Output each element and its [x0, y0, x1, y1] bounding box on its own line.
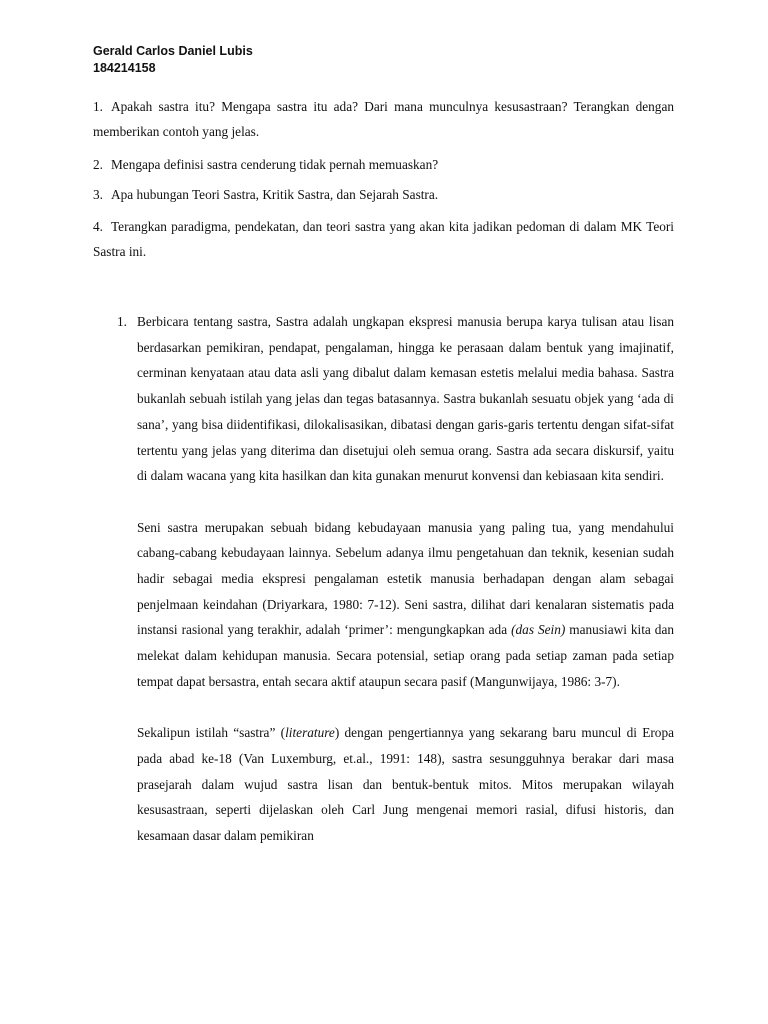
paragraph-text: ) dengan pengertiannya yang sekarang baru muncul di Eropa pada abad ke-18 (Van Luxemburg, et.al., 1991: 148), sastra sesungguhnya berakar dari masa prasejarah dalam wujud sastra lisan dan bentuk-bentuk mitos. Mitos merupakan wilayah kesusastraan, seperti dijelaskan oleh Carl Jung mengenai memori rasial, difusi historis, dan kesamaan dasar dalam pemikiran	[137, 725, 674, 844]
answer-number: 1.	[117, 314, 127, 329]
question-number: 2.	[93, 157, 103, 172]
answer-paragraph-1: Berbicara tentang sastra, Sastra adalah ungkapan ekspresi manusia berupa karya tulisan atau lisan berdasarkan pemikiran, pendapat, pengalaman, hingga ke perasaan dalam bentuk yang imajinatif, cerminan kenyataan atau data asli yang dibalut dalam kemasan estetis melalui media bahasa. Sastra bukanlah sebuah istilah yang jelas dan tegas batasannya. Sastra bukanlah sesuatu objek yang ‘ada di sana’, yang bisa diidentifikasi, dilokalisasikan, dibatasi dengan garis-garis tertentu dengan sifat-sifat tertentu yang jelas yang diterima dan disetujui oleh semua orang. Sastra ada secara diskursif, yaitu di dalam wacana yang kita hasilkan dan kita gunakan menurut konvensi dan kebiasaan kita sendiri.	[137, 314, 674, 484]
question-number: 3.	[93, 187, 103, 202]
paragraph-text: Seni sastra merupakan sebuah bidang kebudayaan manusia yang paling tua, yang mendahului cabang-cabang kebudayaan lainnya. Sebelum adanya ilmu pengetahuan dan teknik, kesenian sudah hadir sebagai media ekspresi pengalaman estetik manusia berhadapan dengan alam sebagai penjelmaan keindahan (Driyarkara, 1980: 7-12). Seni sastra, dilihat dari kenalaran sistematis pada instansi rasional yang terakhir, adalah ‘primer’: mengungkapkan ada	[137, 519, 674, 638]
question-4	[93, 214, 674, 264]
author-header	[93, 43, 253, 77]
question-2	[93, 152, 674, 177]
question-3	[93, 182, 674, 207]
paragraph-text: Sekalipun istilah “sastra” (	[137, 725, 286, 741]
question-number: 1.	[93, 99, 103, 114]
answer-paragraph-2	[137, 515, 674, 695]
question-text: Apa hubungan Teori Sastra, Kritik Sastra, dan Sejarah Sastra.	[110, 187, 439, 202]
question-number: 4.	[93, 219, 103, 234]
answer-paragraph-3	[137, 720, 674, 849]
answer-1	[117, 309, 674, 874]
paragraph-text: manusiawi kita dan melekat dalam kehidupan manusia. Secara potensial, setiap orang pada setiap zaman pada setiap tempat dapat bersastra, entah secara aktif ataupun secara pasif (Mangunwijaya, 1986: 3-7).	[137, 622, 674, 689]
paragraph-italic-term: (das Sein)	[511, 622, 566, 638]
paragraph-italic-term: literature	[285, 725, 335, 741]
student-id: 184214158	[93, 61, 156, 75]
author-name: Gerald Carlos Daniel Lubis	[93, 44, 253, 58]
question-1	[93, 94, 674, 144]
question-text: Mengapa definisi sastra cenderung tidak pernah memuaskan?	[110, 157, 439, 172]
question-text: Terangkan paradigma, pendekatan, dan teori sastra yang akan kita jadikan pedoman di dalam MK Teori Sastra ini.	[93, 219, 674, 259]
question-text: Apakah sastra itu? Mengapa sastra itu ada? Dari mana munculnya kesusastraan? Terangkan dengan memberikan contoh yang jelas.	[93, 99, 674, 139]
